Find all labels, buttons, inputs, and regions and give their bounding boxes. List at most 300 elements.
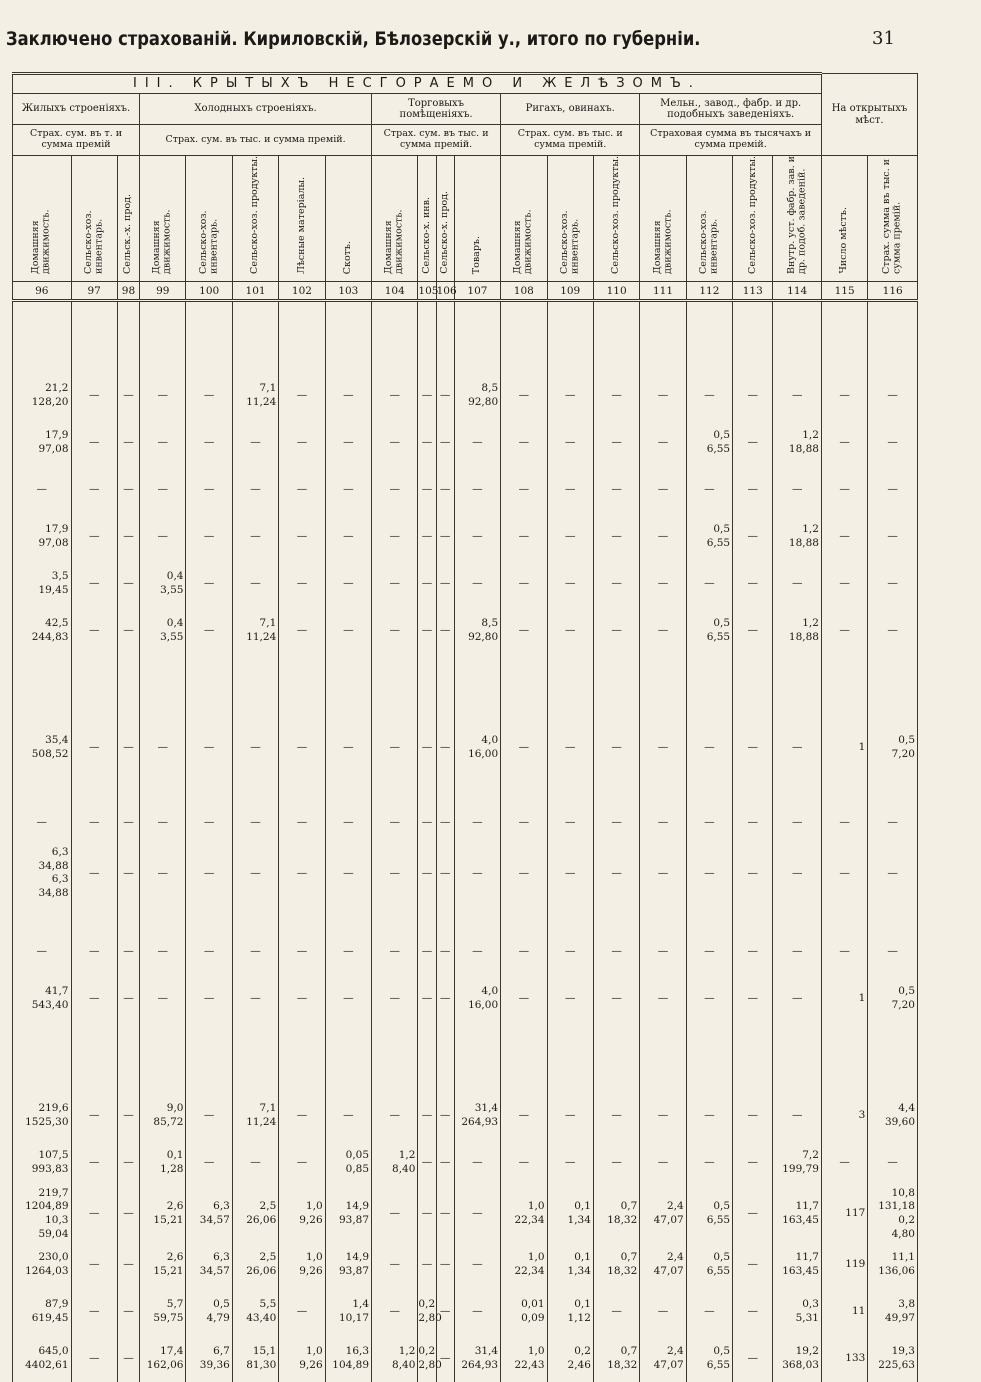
table-cell: 5,5 43,40: [232, 1288, 278, 1335]
spacer-row: [13, 771, 918, 799]
spacer-cell: [71, 901, 117, 929]
table-cell: —: [436, 1288, 454, 1335]
table-cell: 3,8 49,97: [868, 1288, 918, 1335]
table-cell: —: [232, 846, 278, 901]
table-cell: —: [686, 1288, 732, 1335]
spacer-cell: [640, 771, 686, 799]
table-cell: —: [436, 1335, 454, 1382]
table-cell: —: [868, 560, 918, 607]
spacer-cell: [418, 654, 436, 724]
table-cell: 15,1 81,30: [232, 1335, 278, 1382]
table-cell: —: [454, 929, 500, 976]
spacer-cell: [279, 1023, 325, 1093]
spacer-cell: [821, 901, 867, 929]
table-cell: 0,3 5,31: [773, 1288, 822, 1335]
spacer-cell: [418, 301, 436, 373]
spacer-cell: [773, 654, 822, 724]
statistics-table-container: [12, 72, 918, 1371]
spacer-cell: [868, 771, 918, 799]
spacer-cell: [501, 654, 547, 724]
table-row: [13, 799, 918, 846]
table-cell: —: [232, 799, 278, 846]
subgroup-mills-factories: Страховая сумма въ тысячахъ и сумма премій.: [640, 125, 822, 156]
spacer-cell: [593, 654, 639, 724]
spacer-cell: [418, 901, 436, 929]
table-cell: —: [436, 372, 454, 419]
table-cell: —: [117, 607, 139, 654]
table-cell: 19,3 225,63: [868, 1335, 918, 1382]
table-cell: 1,0 9,26: [279, 1335, 325, 1382]
spacer-cell: [372, 301, 418, 373]
table-cell: 0,7 18,32: [593, 1187, 639, 1242]
table-cell: —: [501, 724, 547, 771]
spacer-cell: [436, 901, 454, 929]
table-cell: 0,1 1,34: [547, 1241, 593, 1288]
table-cell: —: [454, 1140, 500, 1187]
column-number: 112: [686, 282, 732, 301]
group-open-places: На открытыхъ мѣст.: [821, 74, 917, 156]
table-cell: —: [117, 1241, 139, 1288]
column-headers-row: [13, 156, 918, 282]
table-cell: —: [71, 1241, 117, 1288]
table-cell: 6,3 34,88 6,3 34,88: [13, 846, 72, 901]
table-cell: —: [436, 976, 454, 1023]
table-cell: —: [821, 1140, 867, 1187]
column-number: 113: [733, 282, 773, 301]
table-cell: —: [140, 846, 186, 901]
column-header-label: Сельско-х. прод.: [438, 191, 450, 274]
table-cell: 6,7 39,36: [186, 1335, 232, 1382]
table-cell: 0,5 6,55: [686, 1241, 732, 1288]
table-cell: —: [325, 372, 371, 419]
spacer-cell: [773, 1023, 822, 1093]
spacer-cell: [279, 771, 325, 799]
table-cell: 133: [821, 1335, 867, 1382]
table-cell: 14,9 93,87: [325, 1187, 371, 1242]
table-cell: 1,2 8,40: [372, 1335, 418, 1382]
table-cell: —: [71, 466, 117, 513]
spacer-cell: [868, 1023, 918, 1093]
table-cell: 7,1 11,24: [232, 372, 278, 419]
table-cell: —: [372, 1241, 418, 1288]
spacer-cell: [821, 1023, 867, 1093]
spacer-cell: [279, 301, 325, 373]
column-header: [140, 156, 186, 282]
spacer-cell: [71, 771, 117, 799]
table-cell: —: [733, 1140, 773, 1187]
spacer-cell: [117, 901, 139, 929]
table-cell: —: [117, 799, 139, 846]
table-cell: —: [372, 724, 418, 771]
table-cell: —: [418, 799, 436, 846]
table-cell: —: [232, 1140, 278, 1187]
table-cell: 10,8 131,18 0,2 4,80: [868, 1187, 918, 1242]
table-cell: —: [593, 372, 639, 419]
table-cell: 1,0 9,26: [279, 1187, 325, 1242]
table-cell: —: [640, 724, 686, 771]
column-number: 106: [436, 282, 454, 301]
table-cell: 0,2 2,80: [418, 1288, 436, 1335]
table-cell: —: [547, 513, 593, 560]
table-cell: —: [279, 799, 325, 846]
spacer-cell: [232, 654, 278, 724]
table-cell: 0,2 2,46: [547, 1335, 593, 1382]
table-cell: —: [140, 372, 186, 419]
table-cell: 31,4 264,93: [454, 1335, 500, 1382]
spacer-cell: [13, 301, 72, 373]
table-row: [13, 560, 918, 607]
spacer-cell: [547, 301, 593, 373]
spacer-cell: [640, 301, 686, 373]
table-cell: —: [454, 466, 500, 513]
table-cell: —: [71, 799, 117, 846]
spacer-row: [13, 654, 918, 724]
table-cell: 8,5 92,80: [454, 607, 500, 654]
spacer-cell: [279, 654, 325, 724]
table-cell: —: [186, 1140, 232, 1187]
table-cell: 1,0 22,43: [501, 1335, 547, 1382]
table-cell: —: [501, 419, 547, 466]
table-cell: —: [501, 846, 547, 901]
table-cell: —: [418, 1093, 436, 1140]
table-cell: 0,4 3,55: [140, 607, 186, 654]
spacer-cell: [773, 301, 822, 373]
table-cell: —: [186, 929, 232, 976]
column-header-label: Внутр. уст. фабр. зав. и др. подоб. заведеній.: [785, 156, 808, 274]
table-cell: 1: [821, 724, 867, 771]
column-header-label: Сельско-хоз. инвентарь.: [697, 210, 720, 274]
table-cell: 1,2 18,88: [773, 513, 822, 560]
table-cell: —: [547, 799, 593, 846]
table-cell: —: [733, 372, 773, 419]
table-cell: —: [279, 929, 325, 976]
column-number: 97: [71, 282, 117, 301]
column-header: [501, 156, 547, 282]
spacer-cell: [436, 301, 454, 373]
table-cell: —: [547, 724, 593, 771]
table-cell: —: [13, 799, 72, 846]
table-row: [13, 1288, 918, 1335]
column-number: 107: [454, 282, 500, 301]
table-cell: —: [71, 724, 117, 771]
column-header-label: Домашняя движимость.: [651, 209, 673, 274]
spacer-cell: [686, 771, 732, 799]
spacer-cell: [733, 654, 773, 724]
spacer-cell: [117, 1023, 139, 1093]
table-cell: —: [501, 1093, 547, 1140]
table-cell: 9,0 85,72: [140, 1093, 186, 1140]
table-cell: —: [547, 929, 593, 976]
table-cell: —: [325, 929, 371, 976]
section-title: III. КРЫТЫХЪ НЕСГОРАЕМО И ЖЕЛѢЗОМЪ.: [13, 74, 822, 94]
spacer-cell: [773, 771, 822, 799]
table-cell: —: [418, 1140, 436, 1187]
table-cell: —: [868, 466, 918, 513]
table-cell: —: [232, 560, 278, 607]
table-cell: —: [418, 976, 436, 1023]
table-cell: 41,7 543,40: [13, 976, 72, 1023]
table-cell: 0,5 6,55: [686, 1335, 732, 1382]
table-cell: —: [593, 1140, 639, 1187]
table-cell: —: [640, 1288, 686, 1335]
column-header: [868, 156, 918, 282]
column-header-label: Лѣсные матеріалы.: [295, 177, 307, 274]
table-cell: —: [640, 560, 686, 607]
spacer-cell: [13, 771, 72, 799]
spacer-cell: [372, 654, 418, 724]
spacer-cell: [773, 901, 822, 929]
subgroup-barns: Страх. сум. въ тыс. и сумма премій.: [501, 125, 640, 156]
spacer-cell: [733, 901, 773, 929]
table-cell: —: [686, 560, 732, 607]
table-cell: —: [773, 1093, 822, 1140]
column-header-label: Домашняя движимость.: [30, 209, 52, 274]
table-cell: —: [436, 1241, 454, 1288]
table-cell: —: [686, 929, 732, 976]
column-header: [117, 156, 139, 282]
table-cell: —: [71, 1335, 117, 1382]
table-cell: —: [418, 466, 436, 513]
spacer-cell: [454, 654, 500, 724]
table-cell: —: [372, 846, 418, 901]
spacer-cell: [372, 1023, 418, 1093]
column-header: [821, 156, 867, 282]
table-body: [13, 301, 918, 1382]
table-cell: —: [71, 1187, 117, 1242]
table-cell: —: [593, 1288, 639, 1335]
table-cell: —: [773, 724, 822, 771]
table-cell: —: [640, 799, 686, 846]
table-cell: —: [279, 846, 325, 901]
spacer-row: [13, 1023, 918, 1093]
table-cell: 0,2 2,80: [418, 1335, 436, 1382]
table-cell: —: [868, 929, 918, 976]
table-cell: —: [372, 1093, 418, 1140]
table-cell: 1,0 22,34: [501, 1241, 547, 1288]
subgroup-dwellings: Страх. сум. въ т. и сумма премій: [13, 125, 140, 156]
table-cell: —: [117, 929, 139, 976]
table-cell: —: [593, 419, 639, 466]
table-cell: 14,9 93,87: [325, 1241, 371, 1288]
table-cell: —: [501, 976, 547, 1023]
table-cell: —: [418, 372, 436, 419]
table-cell: —: [140, 976, 186, 1023]
table-cell: 5,7 59,75: [140, 1288, 186, 1335]
spacer-cell: [868, 901, 918, 929]
table-cell: —: [436, 466, 454, 513]
table-cell: —: [547, 1093, 593, 1140]
column-header-label: Товаръ.: [471, 235, 483, 274]
table-cell: 0,7 18,32: [593, 1335, 639, 1382]
group-trade-premises: Торговыхъ помѣщеніяхъ.: [372, 94, 501, 125]
table-cell: 0,1 1,34: [547, 1187, 593, 1242]
table-cell: —: [13, 929, 72, 976]
table-cell: 1,2 8,40: [372, 1140, 418, 1187]
table-cell: —: [593, 799, 639, 846]
table-cell: —: [547, 466, 593, 513]
table-cell: —: [186, 799, 232, 846]
table-cell: —: [140, 466, 186, 513]
column-header-label: Сельско-хоз. продукты.: [610, 156, 622, 274]
column-header-label: Сельско-хоз. инвентарь.: [558, 210, 581, 274]
table-cell: —: [773, 799, 822, 846]
table-cell: —: [117, 466, 139, 513]
column-number: 105: [418, 282, 436, 301]
table-cell: —: [372, 372, 418, 419]
group-barns: Ригахъ, овинахъ.: [501, 94, 640, 125]
table-cell: 31,4 264,93: [454, 1093, 500, 1140]
table-cell: —: [436, 419, 454, 466]
table-cell: —: [733, 513, 773, 560]
table-cell: 0,5 4,79: [186, 1288, 232, 1335]
table-cell: 0,5 6,55: [686, 1187, 732, 1242]
column-header: [232, 156, 278, 282]
spacer-cell: [501, 771, 547, 799]
table-cell: —: [593, 607, 639, 654]
table-row: [13, 846, 918, 901]
spacer-cell: [186, 654, 232, 724]
table-cell: —: [733, 607, 773, 654]
table-cell: —: [686, 846, 732, 901]
table-cell: 2,5 26,06: [232, 1241, 278, 1288]
table-cell: —: [325, 976, 371, 1023]
table-cell: —: [773, 929, 822, 976]
table-cell: —: [186, 513, 232, 560]
table-cell: 0,01 0,09: [501, 1288, 547, 1335]
spacer-cell: [640, 901, 686, 929]
table-cell: —: [279, 1140, 325, 1187]
table-cell: —: [325, 1093, 371, 1140]
spacer-cell: [13, 901, 72, 929]
table-row: [13, 724, 918, 771]
table-cell: 0,1 1,28: [140, 1140, 186, 1187]
table-cell: —: [71, 1093, 117, 1140]
column-header-label: Скотъ.: [342, 240, 354, 274]
table-cell: —: [325, 846, 371, 901]
column-number: 108: [501, 282, 547, 301]
column-header: [13, 156, 72, 282]
spacer-cell: [686, 654, 732, 724]
table-row: [13, 976, 918, 1023]
table-row: [13, 513, 918, 560]
table-cell: —: [868, 513, 918, 560]
page-header: [0, 28, 981, 60]
table-row: [13, 372, 918, 419]
table-cell: —: [733, 799, 773, 846]
table-cell: 7,2 199,79: [773, 1140, 822, 1187]
spacer-cell: [140, 771, 186, 799]
table-cell: —: [733, 929, 773, 976]
table-cell: —: [547, 372, 593, 419]
table-cell: 42,5 244,83: [13, 607, 72, 654]
spacer-cell: [547, 901, 593, 929]
table-cell: —: [686, 724, 732, 771]
table-cell: —: [868, 846, 918, 901]
table-cell: —: [733, 1288, 773, 1335]
table-cell: 117: [821, 1187, 867, 1242]
table-cell: —: [436, 799, 454, 846]
column-header: [547, 156, 593, 282]
table-cell: —: [436, 846, 454, 901]
column-number: 115: [821, 282, 867, 301]
table-cell: —: [454, 419, 500, 466]
spacer-cell: [547, 1023, 593, 1093]
table-cell: 645,0 4402,61: [13, 1335, 72, 1382]
table-row: [13, 929, 918, 976]
table-cell: —: [640, 513, 686, 560]
table-cell: —: [773, 560, 822, 607]
table-cell: 4,4 39,60: [868, 1093, 918, 1140]
table-cell: —: [454, 799, 500, 846]
table-cell: 3: [821, 1093, 867, 1140]
table-cell: 11: [821, 1288, 867, 1335]
column-header-label: Страх. сумма въ тыс. и сумма премій.: [881, 159, 903, 274]
table-cell: —: [454, 1288, 500, 1335]
table-cell: —: [186, 1093, 232, 1140]
spacer-cell: [232, 301, 278, 373]
spacer-cell: [140, 1023, 186, 1093]
spacer-cell: [454, 901, 500, 929]
table-cell: —: [186, 372, 232, 419]
table-cell: 2,4 47,07: [640, 1187, 686, 1242]
table-cell: —: [821, 513, 867, 560]
table-cell: —: [279, 607, 325, 654]
table-cell: —: [501, 607, 547, 654]
spacer-cell: [186, 771, 232, 799]
table-cell: —: [279, 419, 325, 466]
spacer-cell: [436, 1023, 454, 1093]
spacer-cell: [71, 654, 117, 724]
table-cell: —: [733, 560, 773, 607]
column-header-label: Число мѣстъ.: [838, 207, 850, 274]
table-cell: —: [686, 466, 732, 513]
table-cell: —: [640, 372, 686, 419]
table-cell: —: [71, 1288, 117, 1335]
table-cell: —: [117, 1187, 139, 1242]
column-header-label: Сельско-хоз. продукты.: [746, 156, 758, 274]
table-cell: —: [71, 607, 117, 654]
spacer-cell: [117, 301, 139, 373]
table-cell: —: [733, 1187, 773, 1242]
table-cell: —: [547, 846, 593, 901]
spacer-cell: [232, 771, 278, 799]
table-cell: —: [454, 1187, 500, 1242]
table-cell: —: [868, 372, 918, 419]
table-cell: —: [13, 466, 72, 513]
spacer-cell: [868, 301, 918, 373]
table-cell: 11,7 163,45: [773, 1241, 822, 1288]
spacer-cell: [186, 1023, 232, 1093]
spacer-cell: [117, 654, 139, 724]
table-cell: —: [372, 1288, 418, 1335]
table-cell: —: [733, 724, 773, 771]
table-cell: —: [640, 419, 686, 466]
table-cell: 1: [821, 976, 867, 1023]
spacer-cell: [501, 1023, 547, 1093]
table-cell: —: [325, 466, 371, 513]
column-number: 114: [773, 282, 822, 301]
spacer-cell: [436, 771, 454, 799]
table-cell: 1,0 22,34: [501, 1187, 547, 1242]
spacer-cell: [640, 1023, 686, 1093]
table-cell: —: [71, 976, 117, 1023]
table-row: [13, 1187, 918, 1242]
table-cell: —: [436, 724, 454, 771]
column-header: [279, 156, 325, 282]
table-cell: —: [454, 513, 500, 560]
table-cell: —: [232, 513, 278, 560]
table-cell: —: [821, 466, 867, 513]
